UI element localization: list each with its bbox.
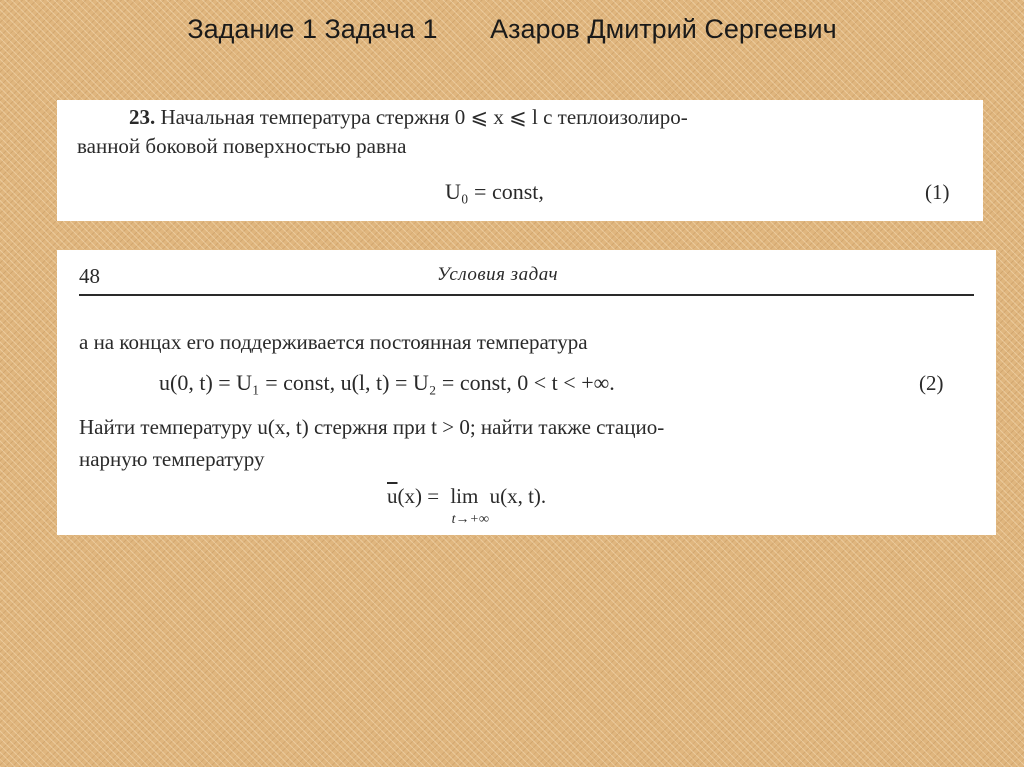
- problem-line-3: а на концах его поддерживается постоянная температура: [79, 330, 588, 354]
- problem-line-4: Найти температуру u(x, t) стержня при t > 0; найти также стацио-: [79, 415, 665, 439]
- formula-1-number: (1): [925, 180, 950, 204]
- problem-text-panel-2: [57, 250, 996, 535]
- formula-2: u(0, t) = U₁ = const, u(l, t) = U₂ = const, 0 < t < +∞.: [159, 370, 615, 395]
- limit-op-text: lim: [450, 484, 479, 508]
- header-rule: [79, 294, 974, 296]
- page-number: 48: [79, 264, 100, 288]
- running-head: Условия задач: [437, 264, 559, 285]
- problem-number: 23.: [129, 105, 156, 129]
- problem-text-panel-1: [57, 100, 983, 221]
- problem-line-1-text: Начальная температура стержня 0 ⩽ x ⩽ l с теплоизолиро-: [160, 105, 688, 129]
- limit-lhs-symbol: $\overline{u}$: [387, 484, 398, 508]
- formula-1: U₀ = const,: [445, 179, 544, 204]
- problem-line-5: нарную температуру: [79, 447, 265, 471]
- limit-lhs-rest: (x) =: [397, 484, 440, 508]
- problem-line-2: ванной боковой поверхностью равна: [77, 134, 407, 158]
- limit-formula: [387, 483, 547, 527]
- limit-operator: [450, 483, 489, 527]
- slide-title: Задание 1 Задача 1 Азаров Дмитрий Сергеевич: [187, 14, 837, 44]
- limit-rhs: u(x, t).: [489, 484, 547, 508]
- formula-2-number: (2): [919, 371, 944, 395]
- limit-subscript: t→+∞: [451, 512, 489, 527]
- problem-line-1: [129, 104, 688, 130]
